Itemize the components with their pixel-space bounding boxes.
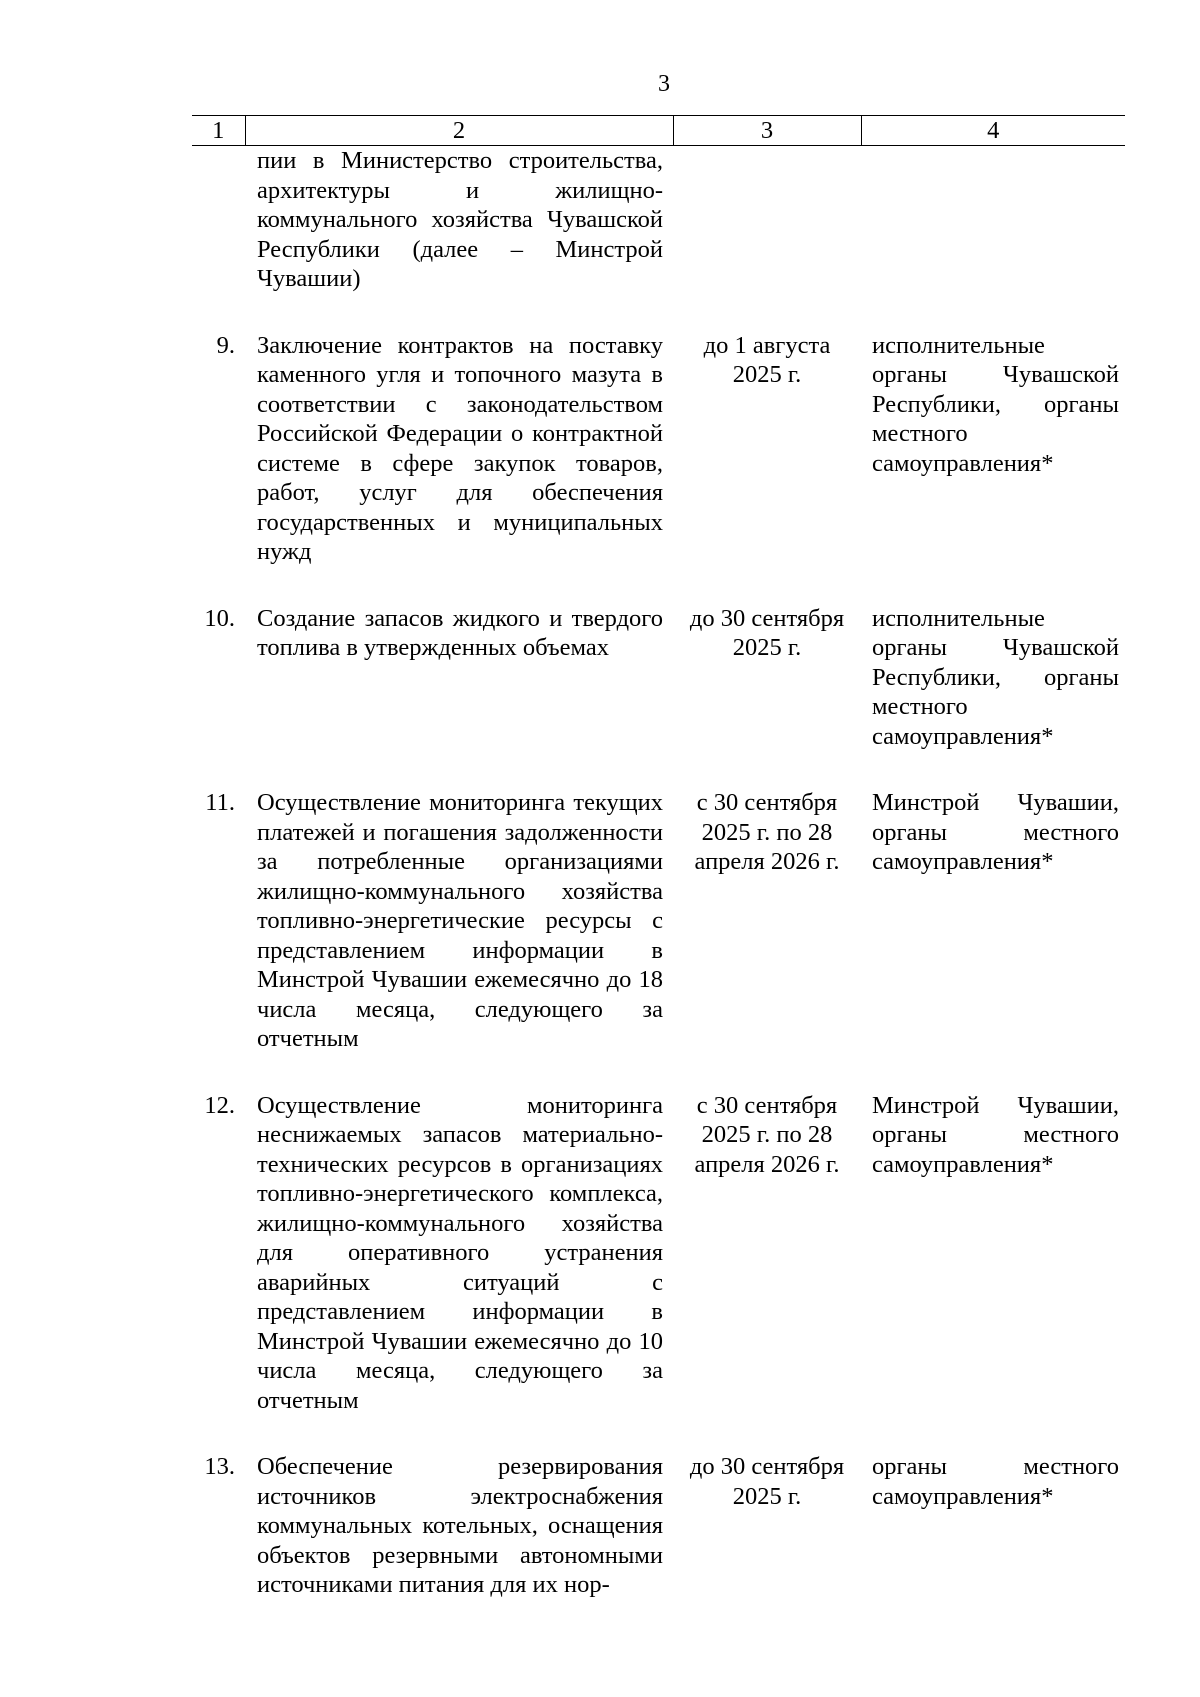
header-col-2: 2 bbox=[245, 116, 673, 146]
row-number: 11. bbox=[205, 789, 235, 816]
table-header bbox=[192, 116, 1125, 146]
table-row bbox=[192, 1091, 1125, 1453]
row-number: 9. bbox=[216, 331, 235, 359]
header-col-1: 1 bbox=[192, 116, 245, 146]
deadline: до 1 августа 2025 г. bbox=[703, 331, 831, 388]
deadline bbox=[673, 146, 861, 331]
responsible: органы местного самоуправления* bbox=[872, 1453, 1119, 1510]
header-row bbox=[192, 116, 1125, 146]
header-col-3: 3 bbox=[673, 116, 861, 146]
responsible: Минстрой Чувашии, органы местного самоуправления* bbox=[872, 1091, 1119, 1178]
deadline: с 30 сентября 2025 г. по 28 апреля 2026 г. bbox=[694, 1091, 840, 1178]
measure-text: Создание запасов жидкого и твердого топлива в утвержденных объемах bbox=[257, 604, 663, 661]
page-number: 3 bbox=[658, 71, 670, 97]
measures-table bbox=[192, 115, 1125, 1600]
responsible: исполнительные органы Чувашской Республики, органы местного самоуправления* bbox=[872, 331, 1119, 477]
table-row-continuation bbox=[192, 146, 1125, 331]
responsible: Минстрой Чувашии, органы местного самоуправления* bbox=[872, 789, 1119, 875]
row-number: 10. bbox=[204, 604, 235, 632]
table-body bbox=[192, 146, 1125, 1600]
measure-text: пии в Министерство строительства, архитектуры и жилищно-коммунального хозяйства Чувашской Республики (далее – Минстрой Чувашии) bbox=[257, 147, 663, 292]
measure-text: Обеспечение резервирования источников электроснабжения коммунальных котельных, оснащения объектов резервными автономными источниками питания для их нор- bbox=[257, 1453, 663, 1598]
deadline: до 30 сентября 2025 г. bbox=[689, 604, 845, 661]
row-number: 13. bbox=[204, 1453, 235, 1480]
responsible bbox=[861, 146, 1125, 331]
table-row bbox=[192, 1452, 1125, 1600]
responsible: исполнительные органы Чувашской Республики, органы местного самоуправления* bbox=[872, 604, 1119, 750]
row-number bbox=[192, 146, 245, 331]
header-col-4: 4 bbox=[861, 116, 1125, 146]
measure-text: Осуществление мониторинга текущих платежей и погашения задолженности за потребленные организациями жилищно-коммунального хозяйства топливно-энергетические ресурсы с представлением информации в Минстрой Чувашии ежемесячно до 18 числа месяца, следующего за отчетным bbox=[257, 789, 663, 1052]
row-number: 12. bbox=[204, 1091, 235, 1119]
measure-text: Заключение контрактов на поставку каменного угля и топочного мазута в соответствии с законодательством Российской Федерации о контрактной системе в сфере закупок товаров, работ, услуг для обеспечения государственных и муниципальных нужд bbox=[257, 331, 663, 565]
deadline: с 30 сентября 2025 г. по 28 апреля 2026 г. bbox=[694, 789, 840, 875]
deadline: до 30 сентября 2025 г. bbox=[689, 1453, 845, 1510]
table-row bbox=[192, 604, 1125, 789]
table-row bbox=[192, 331, 1125, 604]
measure-text: Осуществление мониторинга неснижаемых запасов материально-технических ресурсов в организациях топливно-энергетического комплекса, жилищно-коммунального хозяйства для оперативного устранения аварийных ситуаций с представлением информации в Минстрой Чувашии ежемесячно до 10 числа месяца, следующего за отчетным bbox=[257, 1091, 663, 1414]
table-row bbox=[192, 788, 1125, 1091]
